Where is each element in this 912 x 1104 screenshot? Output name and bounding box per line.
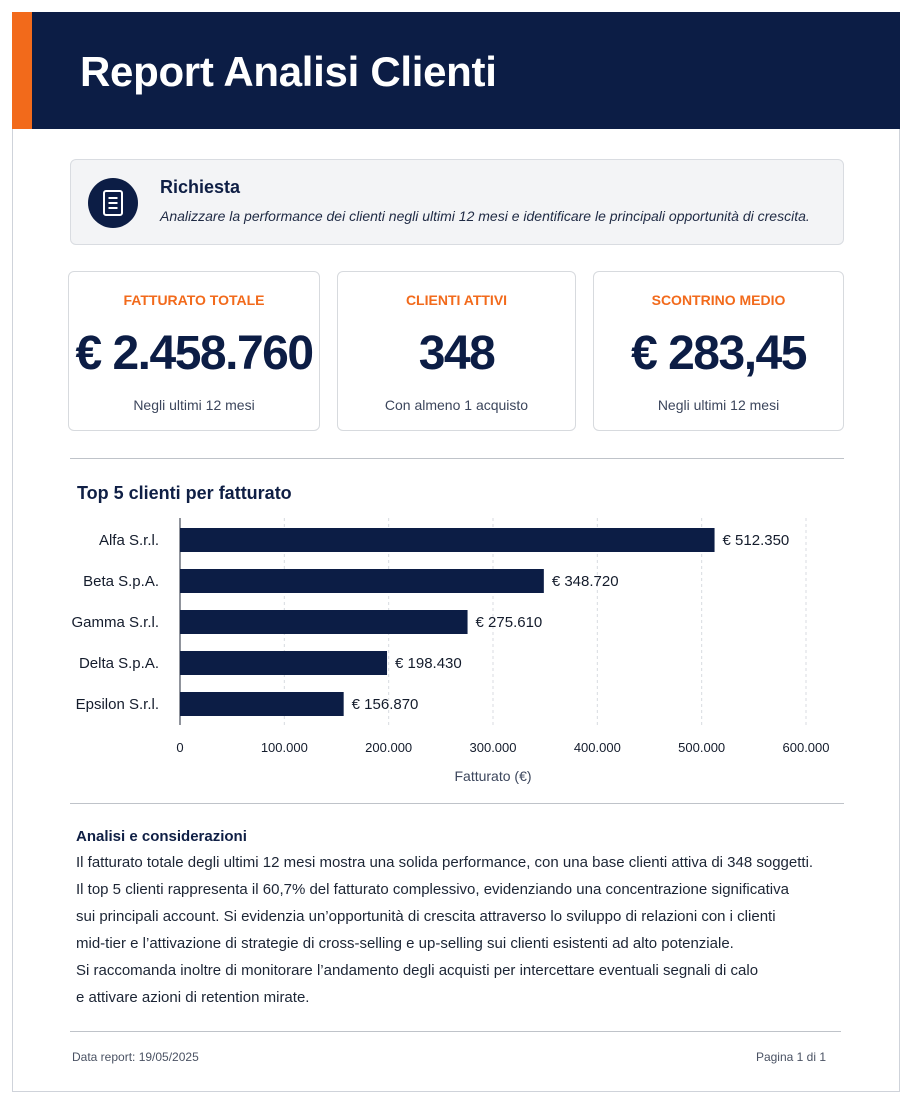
analysis-line: sui principali account. Si evidenzia un’opportunità di crescita attraverso lo sviluppo di relazioni con i clienti — [76, 908, 776, 925]
bar — [180, 651, 387, 675]
analysis-title: Analisi e considerazioni — [76, 828, 247, 845]
kpi-card-active-clients — [337, 271, 576, 431]
request-panel — [70, 159, 844, 245]
page-title: Report Analisi Clienti — [80, 48, 497, 95]
x-tick-label: 400.000 — [573, 740, 621, 755]
page-number: Pagina 1 di 1 — [755, 1050, 826, 1064]
section-divider — [70, 803, 844, 804]
bar-chart — [0, 510, 912, 795]
analysis-line: Il fatturato totale degli ultimi 12 mesi mostra una solida performance, con una base clienti attiva di 348 soggetti. — [76, 854, 814, 871]
x-tick-label: 300.000 — [469, 740, 517, 755]
x-axis-label: Fatturato (€) — [454, 768, 532, 784]
analysis-line: e attivare azioni di retention mirate. — [76, 989, 310, 1006]
bar — [180, 692, 344, 716]
category-label: Beta S.p.A. — [83, 573, 159, 590]
data-label: € 512.350 — [722, 532, 790, 549]
bar — [180, 569, 544, 593]
category-label: Epsilon S.r.l. — [75, 696, 159, 713]
data-label: € 156.870 — [351, 696, 419, 713]
document-icon — [88, 178, 138, 228]
analysis-line: Il top 5 clienti rappresenta il 60,7% del fatturato complessivo, evidenziando una concentrazione significativa — [76, 881, 789, 898]
kpi-card-average-ticket — [593, 271, 844, 431]
kpi-value: € 2.458.760 — [75, 327, 313, 380]
header-accent-bar — [12, 12, 32, 129]
chart-title: Top 5 clienti per fatturato — [77, 483, 292, 503]
kpi-label: CLIENTI ATTIVI — [405, 292, 508, 308]
request-label: Richiesta — [160, 177, 241, 197]
x-tick-label: 600.000 — [782, 740, 830, 755]
kpi-label: FATTURATO TOTALE — [123, 292, 265, 308]
analysis-line: Si raccomanda inoltre di monitorare l’andamento degli acquisti per intercettare eventuali segnali di calo — [76, 962, 759, 979]
analysis-line: mid-tier e l’attivazione di strategie di cross-selling e up-selling sui clienti esistenti ad alto potenziale. — [76, 935, 734, 952]
x-tick-label: 0 — [176, 740, 184, 755]
x-tick-label: 100.000 — [260, 740, 308, 755]
bar — [180, 528, 715, 552]
kpi-subtitle: Negli ultimi 12 mesi — [133, 397, 255, 413]
x-tick-label: 500.000 — [678, 740, 726, 755]
kpi-subtitle: Negli ultimi 12 mesi — [657, 397, 780, 413]
footer-divider — [70, 1031, 841, 1032]
request-text: Analizzare la performance dei clienti negli ultimi 12 mesi e identificare le principali opportunità di crescita. — [160, 208, 810, 224]
report-date: Data report: 19/05/2025 — [72, 1050, 199, 1064]
data-label: € 348.720 — [551, 573, 619, 590]
category-label: Gamma S.r.l. — [71, 614, 159, 631]
section-divider — [70, 458, 844, 459]
bar — [180, 610, 468, 634]
kpi-value: € 283,45 — [631, 327, 806, 380]
category-label: Alfa S.r.l. — [98, 532, 159, 549]
kpi-label: SCONTRINO MEDIO — [651, 292, 786, 308]
category-label: Delta S.p.A. — [78, 655, 159, 672]
kpi-subtitle: Con almeno 1 acquisto — [384, 397, 529, 413]
x-tick-label: 200.000 — [365, 740, 413, 755]
data-label: € 198.430 — [395, 655, 462, 672]
data-label: € 275.610 — [475, 614, 543, 631]
kpi-card-revenue — [68, 271, 320, 431]
kpi-value: 348 — [418, 327, 495, 380]
